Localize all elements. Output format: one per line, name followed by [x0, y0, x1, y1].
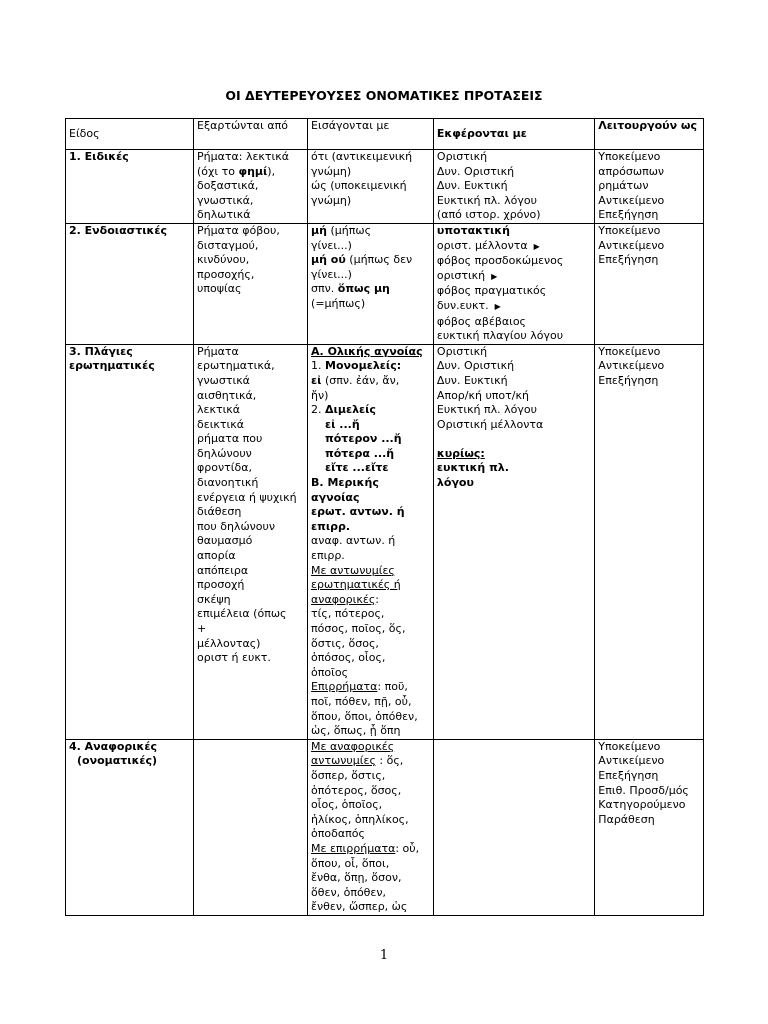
header-cell: Εξαρτώνται από — [194, 119, 308, 150]
cell-exartontai — [194, 739, 308, 915]
arrow-right-icon: ▶ — [491, 271, 498, 281]
cell-exartontai: Ρήματα: λεκτικά (όχι το φημί), δοξαστικά, γνωστικά, δηλωτικά — [194, 150, 308, 224]
table-row — [66, 344, 704, 739]
table-header-row — [66, 119, 704, 150]
cell-ekferontai: Οριστική Δυν. Οριστική Δυν. Ευκτική Ευκτική πλ. λόγου (από ιστορ. χρόνο) — [433, 150, 594, 224]
header-cell: Λειτουργούν ως — [595, 119, 704, 150]
cell-ekferontai: Οριστική Δυν. Οριστική Δυν. Ευκτική Απορ/κή υποτ/κή Ευκτική πλ. λόγου Οριστική μέλλοντα κυρίως: ευκτική πλ. λόγου — [433, 344, 594, 739]
cell-eisagontai: Με αναφορικές αντωνυμίες : ὅς, ὅσπερ, ὅστις, ὁπότερος, ὅσος, οἷος, ὁποῖος, ἡλίκος, ὁπηλίκος, ὁποδαπός Με επιρρήματα: οὗ, ὅπου, οἷ, ὅποι, ἔνθα, ὅπῃ, ὅσον, ὅθεν, ὁπόθεν, ἔνθεν, ὥσπερ, ὡς — [308, 739, 434, 915]
cell-eisagontai: μή (μήπως γίνει...) μή ού (μήπως δεν γίνει...) σπν. ὅπως μη (=μήπως) — [308, 223, 434, 344]
arrow-right-icon: ▶ — [494, 301, 501, 311]
cell-exartontai: Ρήματα ερωτηματικά, γνωστικά αισθητικά, λεκτικά δεικτικά ρήματα που δηλώνουν φροντίδα, διανοητική ενέργεια ή ψυχική διάθεση που δηλώνουν θαυμασμό απορία απόπειρα προσοχή σκέψη επιμέλεια (όπως + μέλλοντας) οριστ ή ευκτ. — [194, 344, 308, 739]
cell-ekferontai: υποτακτική οριστ. μέλλοντα ▶ φόβος προσδοκώμενος οριστική ▶ φόβος πραγματικός δυν.ευκτ. ▶ φόβος αβέβαιος ευκτική πλαγίου λόγου — [433, 223, 594, 344]
cell-exartontai: Ρήματα φόβου, δισταγμού, κινδύνου, προσοχής, υποψίας — [194, 223, 308, 344]
cell-eidos: 3. Πλάγιες ερωτηματικές — [66, 344, 194, 739]
cell-eisagontai: Α. Ολικής αγνοίας 1. Μονομελείς: εἰ (σπν. ἐάν, ἄν, ἤν) 2. Διμελείς εἰ ...ἤ πότερον ...ἤ πότερα ...ἤ εἴτε ...εἴτε Β. Μερικής αγνοίας ερωτ. αντων. ή επιρρ. αναφ. αντων. ή επιρρ. Με αντωνυμίες ερωτηματικές ή αναφορικές: τίς, πότερος, πόσος, ποῖος, ὅς, ὅστις, ὅσος, ὁπόσος, οἷος, ὁποῖος Επιρρήματα: ποῦ, ποῖ, πόθεν, πῇ, οὗ, ὅπου, ὅποι, ὁπόθεν, ὡς, ὅπως, ᾗ ὅπη — [308, 344, 434, 739]
table-row — [66, 150, 704, 224]
table-row — [66, 739, 704, 915]
header-cell: Είδος — [66, 119, 194, 150]
document-title: ΟΙ ΔΕΥΤΕΡΕΥΟΥΣΕΣ ΟΝΟΜΑΤΙΚΕΣ ΠΡΟΤΑΣΕΙΣ — [225, 88, 543, 103]
cell-ekferontai — [433, 739, 594, 915]
cell-eidos: 1. Ειδικές — [66, 150, 194, 224]
cell-leitourgoun: Υποκείμενο Αντικείμενο Επεξήγηση Επιθ. Προσδ/μός Κατηγορούμενο Παράθεση — [595, 739, 704, 915]
table-row — [66, 223, 704, 344]
cell-leitourgoun: Υποκείμενο απρόσωπων ρημάτων Αντικείμενο Επεξήγηση — [595, 150, 704, 224]
header-cell: Εκφέρονται με — [433, 119, 594, 150]
cell-leitourgoun: Υποκείμενο Αντικείμενο Επεξήγηση — [595, 344, 704, 739]
clauses-table — [65, 118, 704, 916]
cell-eidos: 2. Ενδοιαστικές — [66, 223, 194, 344]
cell-leitourgoun: Υποκείμενο Αντικείμενο Επεξήγηση — [595, 223, 704, 344]
cell-eidos: 4. Αναφορικές (ονοματικές) — [66, 739, 194, 915]
arrow-right-icon: ▶ — [533, 241, 540, 251]
cell-eisagontai: ότι (αντικειμενική γνώμη) ώς (υποκειμενική γνώμη) — [308, 150, 434, 224]
page-number: 1 — [379, 948, 389, 963]
header-cell: Εισάγονται με — [308, 119, 434, 150]
